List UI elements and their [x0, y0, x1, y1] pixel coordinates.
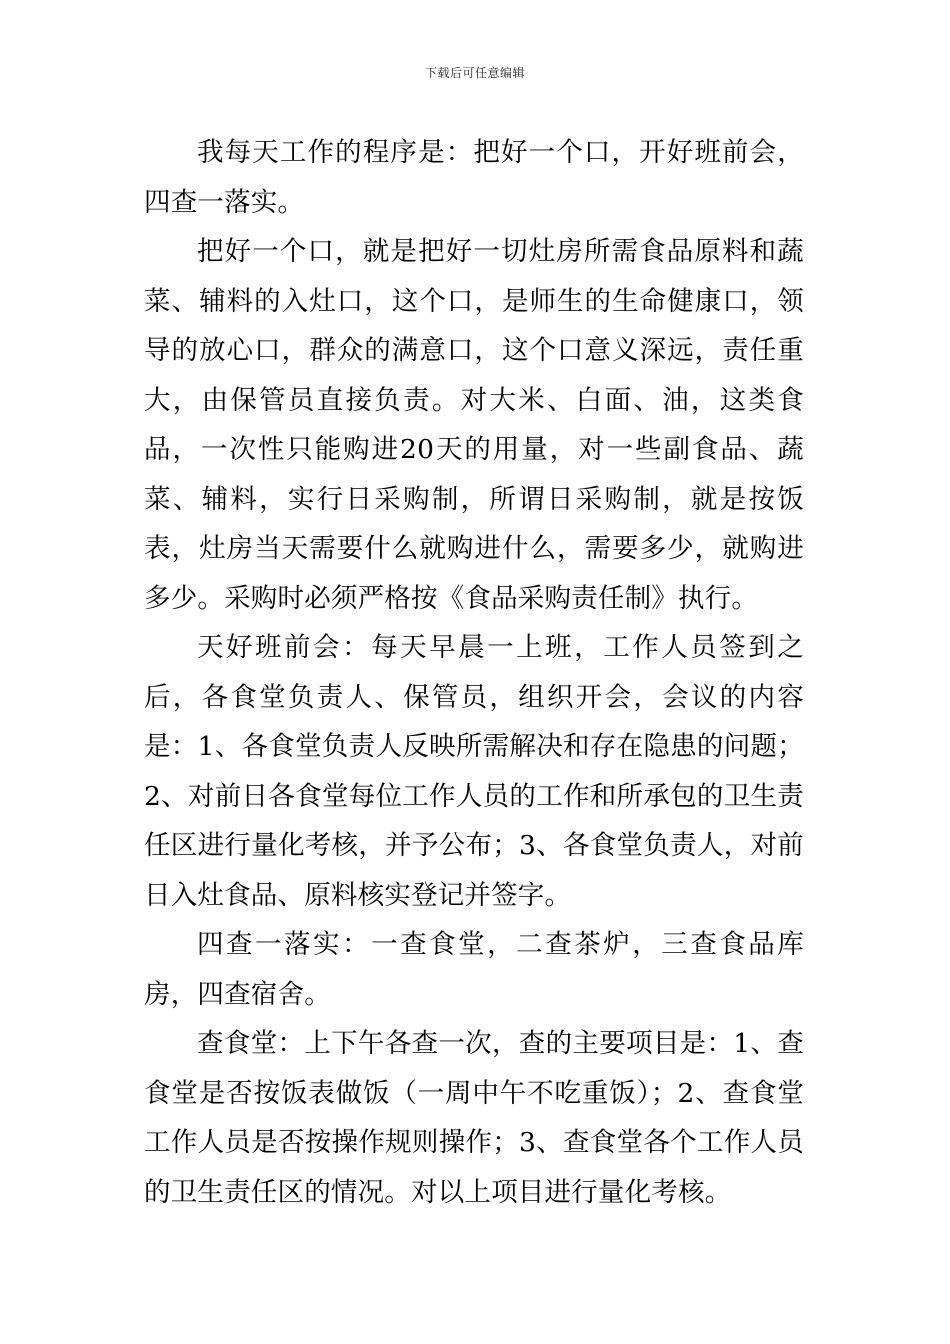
page-header-note: 下载后可任意编辑: [424, 66, 525, 80]
document-body: [144, 128, 804, 1217]
paragraph-four-inspections: 四查一落实：一查食堂，二查茶炉，三查食品库房，四查宿舍。: [144, 929, 804, 1010]
paragraph-canteen-inspection: 查食堂：上下午各查一次，查的主要项目是：1、查食堂是否按饭表做饭（一周中午不吃重饭）；2、查食堂工作人员是否按操作规则操作；3、查食堂各个工作人员的卫生责任区的情况。对以上项目进行量化考核。: [144, 1028, 804, 1208]
paragraph-pre-shift-meeting: 天好班前会：每天早晨一上班，工作人员签到之后，各食堂负责人、保管员，组织开会，会议的内容是：1、各食堂负责人反映所需解决和存在隐患的问题； 2、对前日各食堂每位工作人员的工作和所承包的卫生责任区进行量化考核，并予公布；3、各食堂负责人，对前日入灶食品、原料核实登记并签字。: [144, 632, 804, 911]
paragraph-entry-control: 把好一个口，就是把好一切灶房所需食品原料和蔬菜、辅料的入灶口，这个口，是师生的生命健康口，领导的放心口，群众的满意口，这个口意义深远，责任重大，由保管员直接负责。对大米、白面、油，这类食品，一次性只能购进20天的用量，对一些副食品、蔬菜、辅料，实行日采购制，所谓日采购制，就是按饭表，灶房当天需要什么就购进什么，需要多少，就购进多少。采购时必须严格按《食品采购责任制》执行。: [144, 236, 804, 614]
paragraph-work-procedure: 我每天工作的程序是：把好一个口，开好班前会，四查一落实。: [144, 137, 804, 218]
